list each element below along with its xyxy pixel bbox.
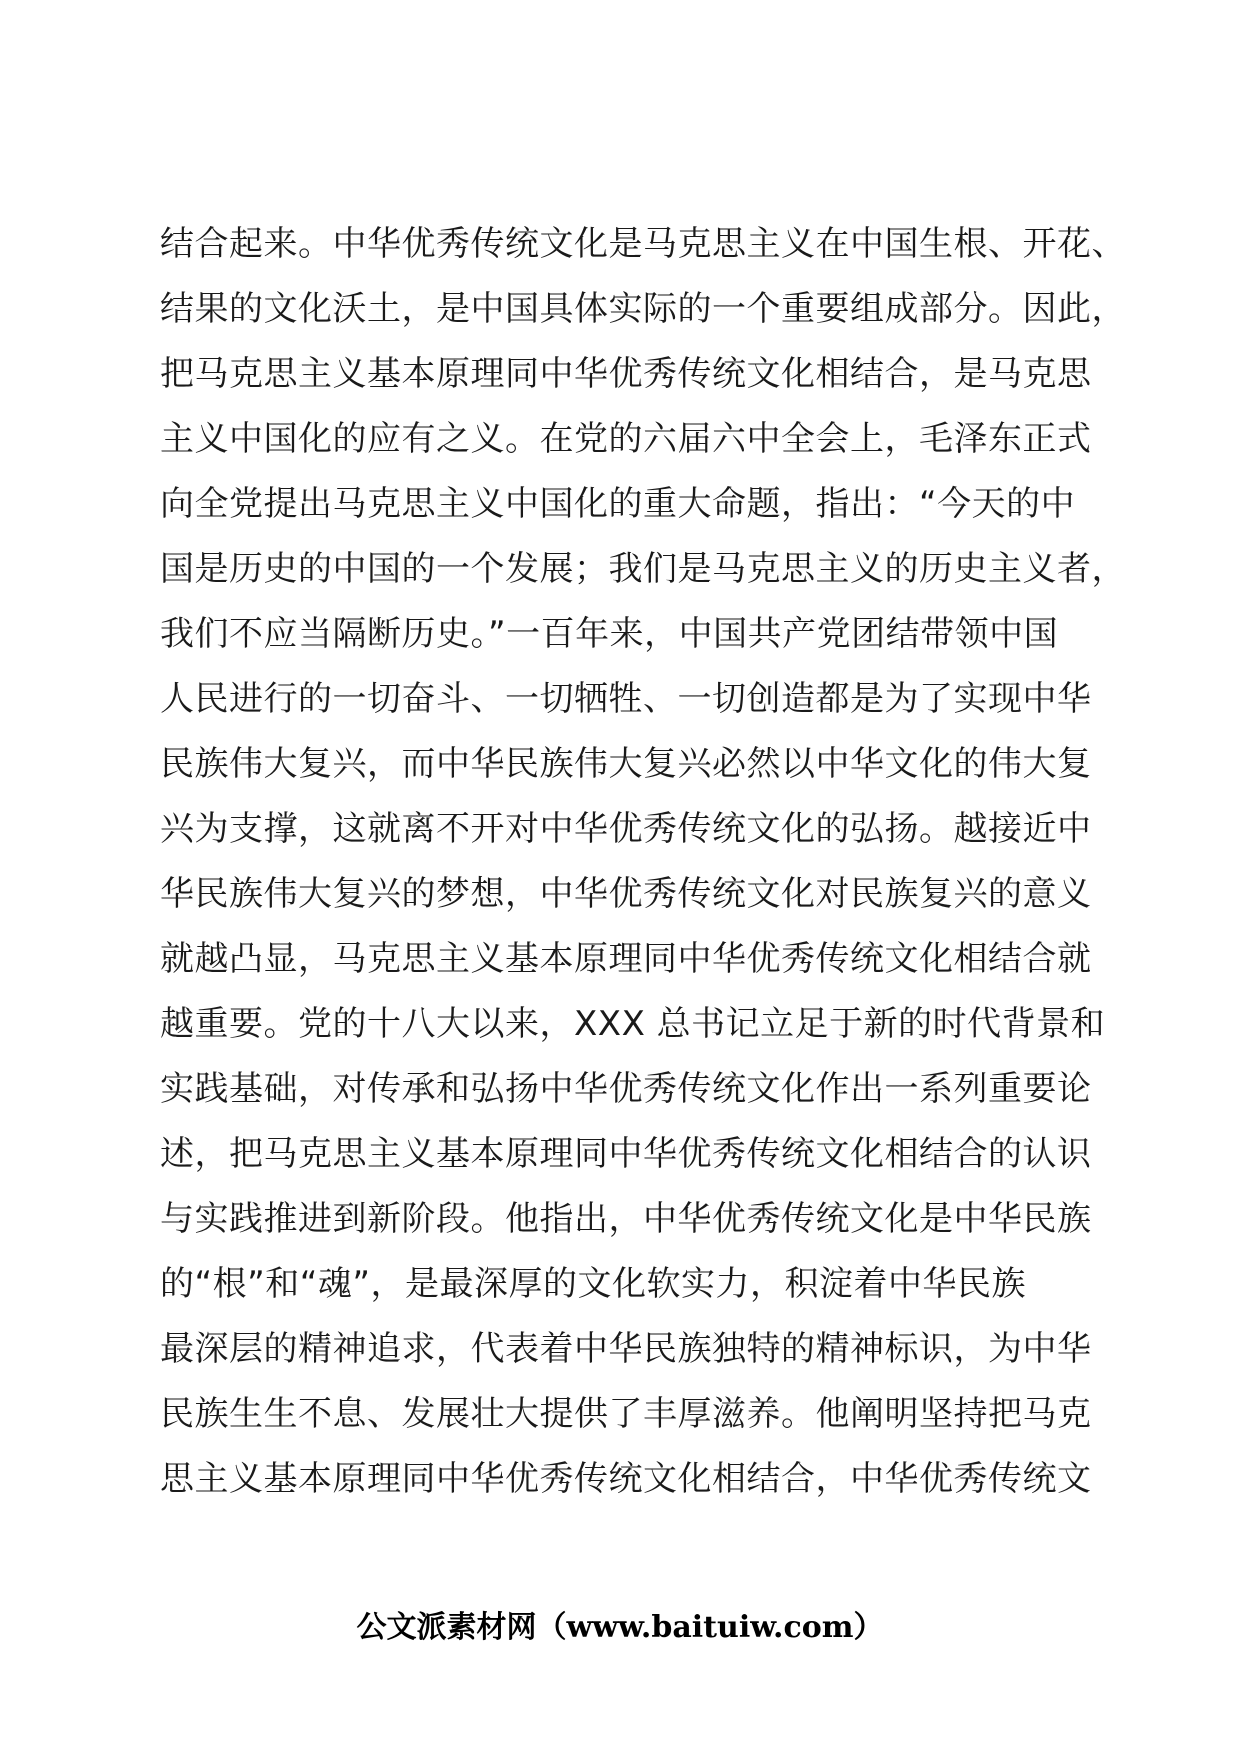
text-line: 结合起来。中华优秀传统文化是马克思主义在中国生根、开花、 [160,224,1126,264]
text-line: 华民族伟大复兴的梦想，中华优秀传统文化对民族复兴的意义 [160,874,1092,914]
text-line: 民族生生不息、发展壮大提供了丰厚滋养。他阐明坚持把马克 [160,1394,1092,1434]
text-line: 我们不应当隔断历史。”一百年来，中国共产党团结带领中国 [160,614,1059,654]
text-line: 就越凸显，马克思主义基本原理同中华优秀传统文化相结合就 [160,939,1092,979]
page-footer: 公文派素材网（www.baituiw.com） [356,1610,884,1645]
text-line: 把马克思主义基本原理同中华优秀传统文化相结合，是马克思 [160,354,1092,394]
text-line: 最深层的精神追求，代表着中华民族独特的精神标识，为中华 [160,1329,1092,1369]
text-line: 思主义基本原理同中华优秀传统文化相结合，中华优秀传统文 [160,1459,1092,1499]
text-line: 实践基础，对传承和弘扬中华优秀传统文化作出一系列重要论 [160,1069,1092,1109]
text-line: 国是历史的中国的一个发展；我们是马克思主义的历史主义者， [160,549,1126,589]
text-line: 的“根”和“魂”，是最深厚的文化软实力，积淀着中华民族 [160,1264,1026,1304]
text-line: 述，把马克思主义基本原理同中华优秀传统文化相结合的认识 [160,1134,1092,1174]
text-line: 向全党提出马克思主义中国化的重大命题，指出：“今天的中 [160,484,1076,524]
text-line: 民族伟大复兴，而中华民族伟大复兴必然以中华文化的伟大复 [160,744,1092,784]
text-line: 人民进行的一切奋斗、一切牺牲、一切创造都是为了实现中华 [160,679,1092,719]
text-line: 越重要。党的十八大以来，XXX 总书记立足于新的时代背景和 [160,1004,1106,1044]
text-line: 主义中国化的应有之义。在党的六届六中全会上，毛泽东正式 [160,419,1092,459]
body-paragraph [160,212,1126,1512]
text-line: 结果的文化沃土，是中国具体实际的一个重要组成部分。因此， [160,289,1126,329]
text-line: 与实践推进到新阶段。他指出，中华优秀传统文化是中华民族 [160,1199,1092,1239]
text-line: 兴为支撑，这就离不开对中华优秀传统文化的弘扬。越接近中 [160,809,1092,849]
